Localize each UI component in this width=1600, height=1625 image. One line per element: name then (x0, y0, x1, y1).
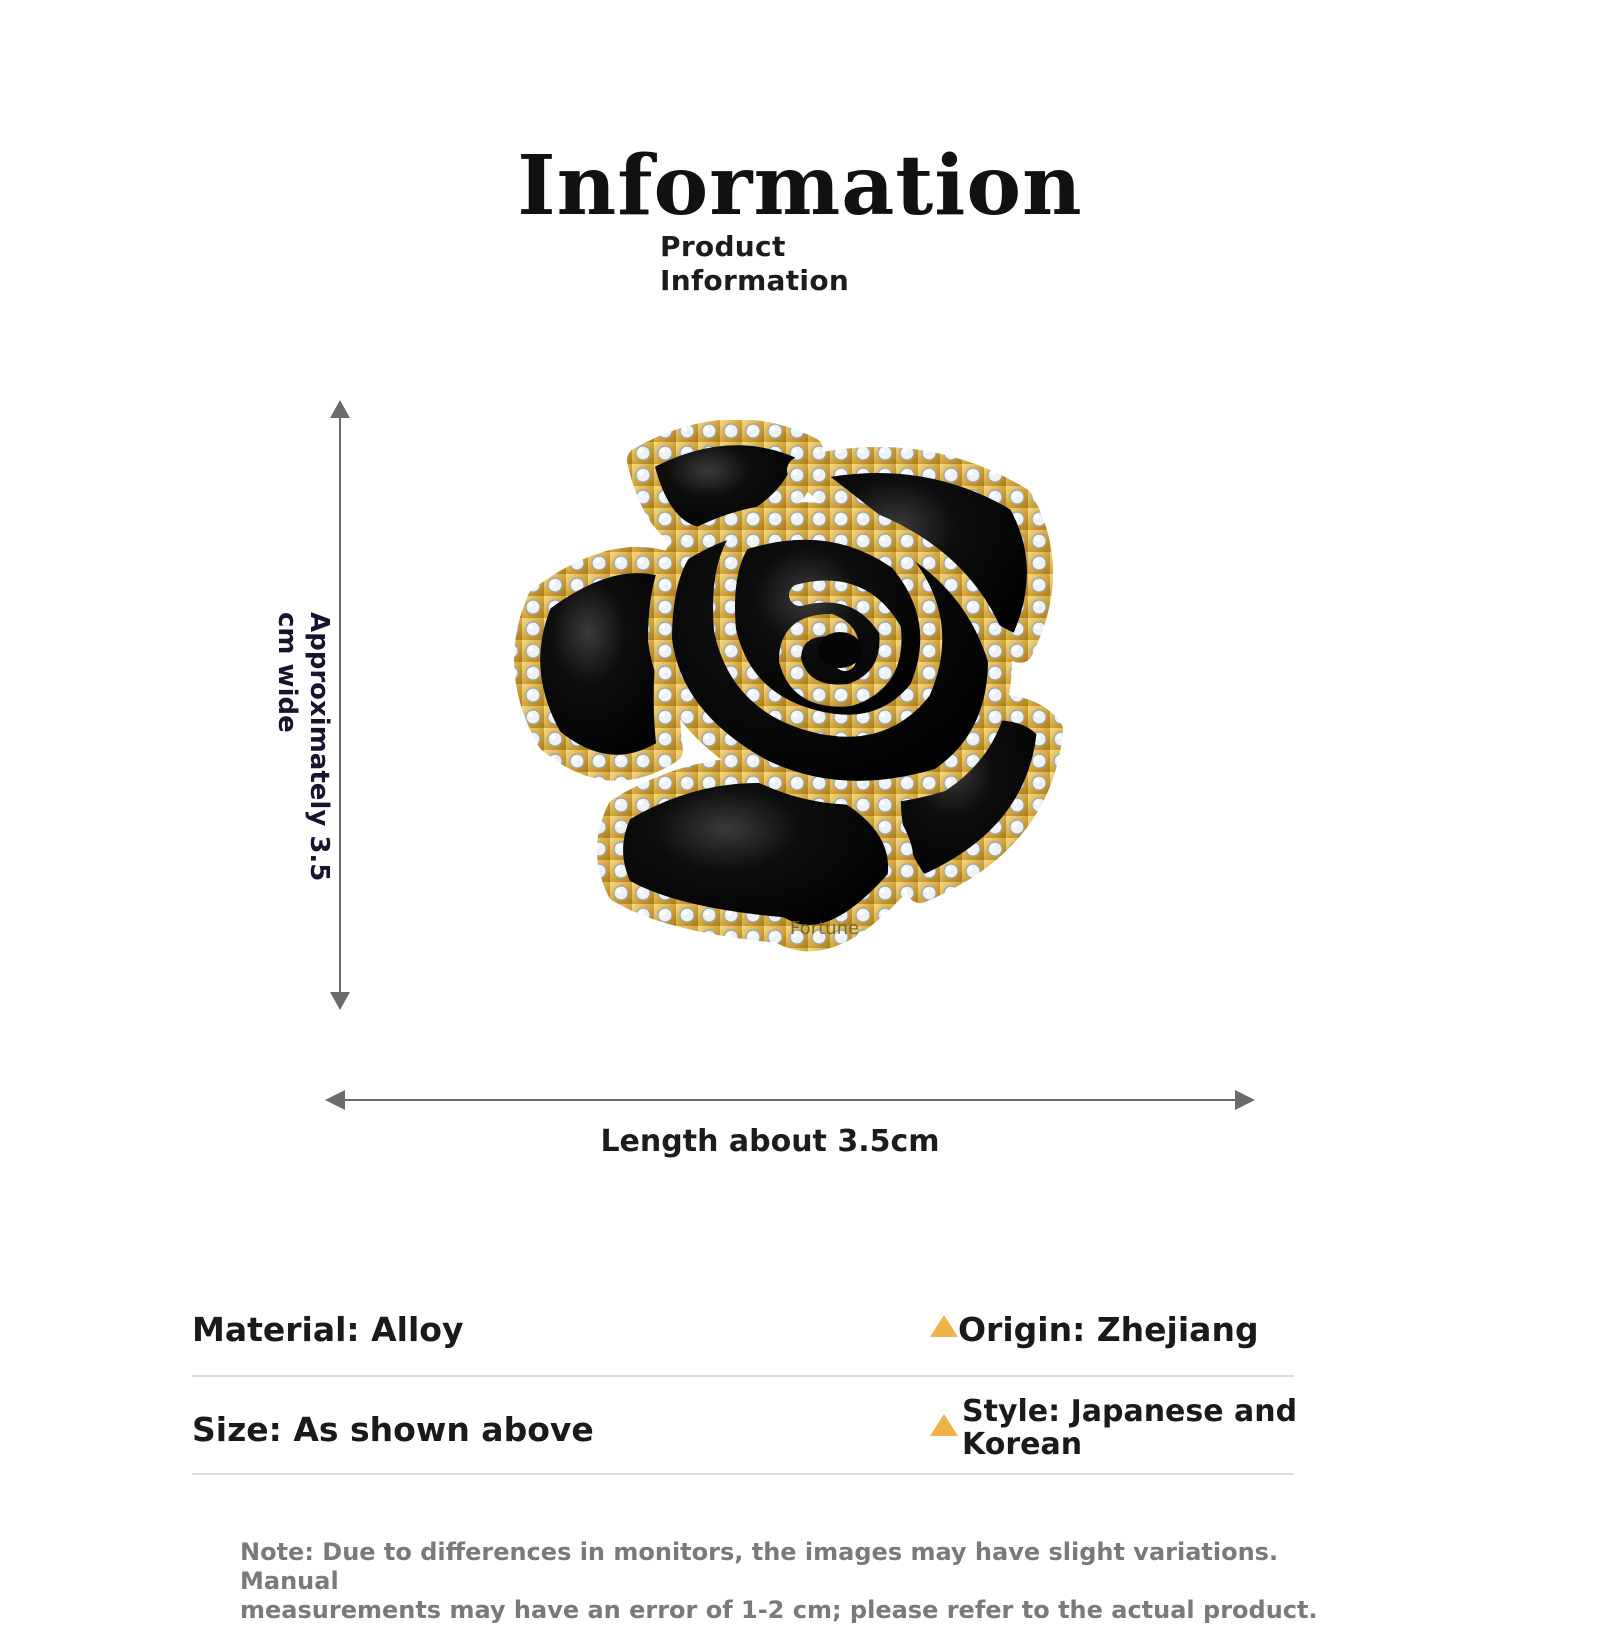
spec-style (962, 1395, 1297, 1461)
spec-style-line-1: Style: Japanese and (962, 1394, 1298, 1429)
width-label: Approximately 3.5 cm wide (272, 612, 334, 882)
triangle-icon (930, 1315, 958, 1337)
divider-2 (192, 1473, 1294, 1475)
spec-origin: Origin: Zhejiang (958, 1310, 1259, 1349)
product-watermark: Fortune (790, 918, 860, 939)
spec-material: Material: Alloy (192, 1310, 464, 1349)
spec-size: Size: As shown above (192, 1410, 594, 1449)
triangle-icon (930, 1414, 958, 1436)
note-line-2: measurements may have an error of 1-2 cm; please refer to the actual product. (240, 1596, 1318, 1624)
page-subtitle (660, 230, 920, 298)
page-title: Information (517, 138, 1083, 234)
note-line-1: Note: Due to differences in monitors, the images may have slight variations. Manual (240, 1538, 1279, 1595)
length-label: Length about 3.5cm (600, 1124, 940, 1159)
spec-style-line-2: Korean (962, 1427, 1083, 1462)
divider-1 (192, 1375, 1294, 1377)
subtitle-line-1: Product (660, 230, 786, 263)
subtitle-line-2: Information (660, 264, 850, 297)
footer-note (240, 1538, 1350, 1625)
rose-brooch-image (500, 420, 1090, 980)
horizontal-dimension-arrow (325, 1080, 1255, 1120)
